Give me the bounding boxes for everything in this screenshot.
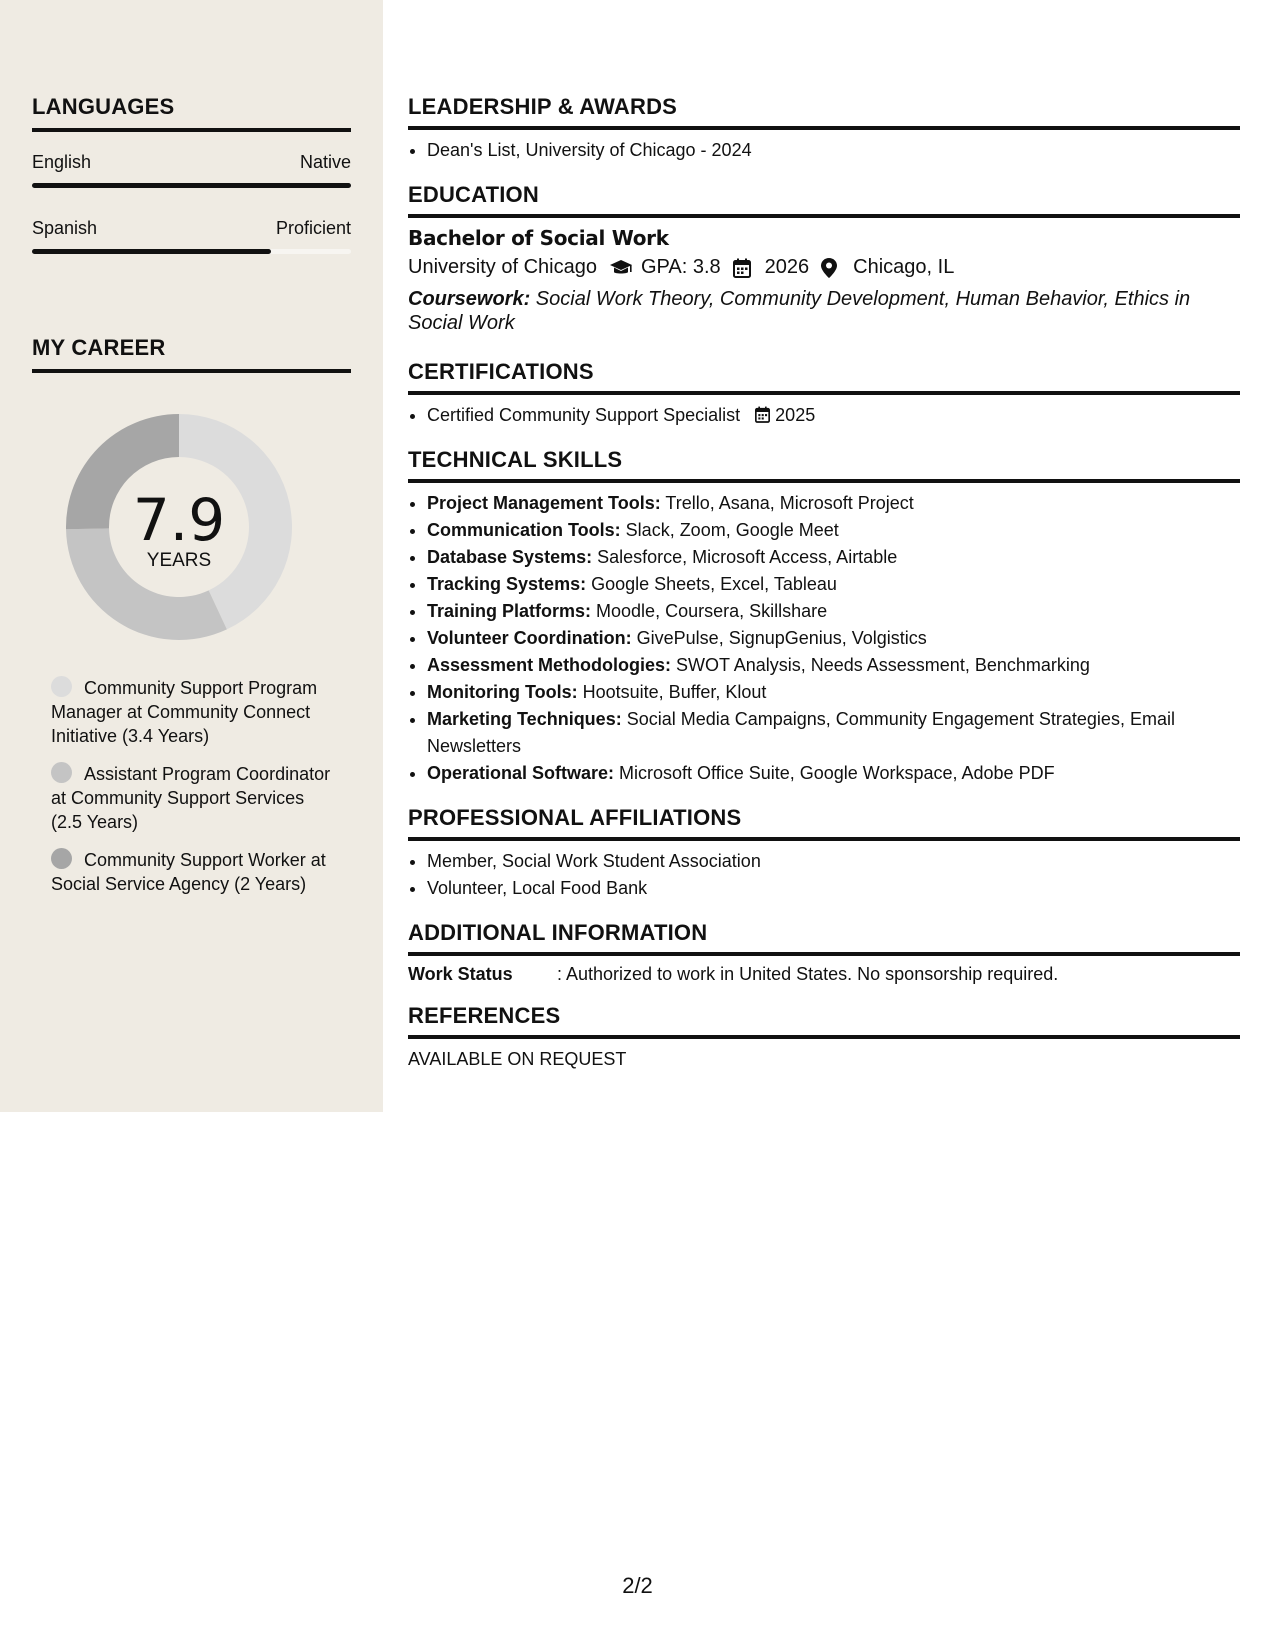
skills-list	[408, 490, 1240, 787]
gpa: GPA: 3.8	[640, 256, 721, 278]
language-name: English	[32, 152, 92, 172]
skill-item	[427, 571, 1240, 598]
work-status-value: : Authorized to work in United States. No sponsorship required.	[557, 964, 1059, 984]
map-pin-icon	[821, 258, 843, 278]
skill-value: Google Sheets, Excel, Tableau	[586, 574, 837, 594]
language-level: Proficient	[275, 218, 351, 238]
coursework-text: Social Work Theory, Community Development, Human Behavior, Ethics in Social Work	[408, 288, 1191, 334]
skill-item	[427, 598, 1240, 625]
career-section	[32, 335, 351, 373]
languages-title: LANGUAGES	[32, 94, 351, 132]
calendar-icon	[755, 402, 770, 429]
skill-value: Trello, Asana, Microsoft Project	[660, 493, 914, 513]
skill-label: Training Platforms:	[427, 601, 592, 621]
career-total-unit: YEARS	[146, 550, 212, 571]
certifications-list	[408, 402, 1240, 429]
language-level: Native	[299, 152, 351, 172]
skill-value: Microsoft Office Suite, Google Workspace, Adobe PDF	[614, 763, 1055, 783]
main-content	[408, 94, 1240, 1070]
school-location: Chicago, IL	[853, 256, 955, 278]
languages-section	[32, 94, 351, 254]
language-name: Spanish	[32, 218, 98, 238]
career-legend-item	[51, 762, 331, 834]
career-title: MY CAREER	[32, 335, 351, 373]
skills-title: TECHNICAL SKILLS	[408, 447, 1240, 483]
skill-item	[427, 652, 1240, 679]
work-status-row	[408, 964, 1240, 985]
certifications-title: CERTIFICATIONS	[408, 359, 1240, 395]
skill-item	[427, 706, 1240, 760]
language-item	[32, 218, 351, 254]
language-proficiency-bar	[32, 183, 351, 188]
coursework	[408, 287, 1240, 335]
leadership-list	[408, 137, 1240, 164]
list-item: • Dean's List, University of Chicago - 2024	[427, 137, 1240, 164]
legend-dot	[51, 848, 72, 869]
skill-label: Tracking Systems:	[427, 574, 587, 594]
graduation-cap-icon	[609, 258, 631, 278]
certification-year: 2025	[775, 405, 816, 425]
skill-label: Monitoring Tools:	[427, 682, 578, 702]
language-proficiency-fill	[32, 249, 271, 254]
language-proficiency-fill	[32, 183, 351, 188]
affiliations-title: PROFESSIONAL AFFILIATIONS	[408, 805, 1240, 841]
career-total-years: 7.9	[132, 486, 226, 554]
skill-item	[427, 760, 1240, 787]
school-name: University of Chicago	[408, 256, 597, 278]
career-item-label: Community Support Program Manager at Community Connect Initiative (3.4 Years)	[51, 678, 318, 746]
list-item: • Volunteer, Local Food Bank	[427, 875, 1240, 902]
skill-value: SWOT Analysis, Needs Assessment, Benchmarking	[671, 655, 1090, 675]
legend-dot	[51, 676, 72, 697]
skill-label: Assessment Methodologies:	[427, 655, 672, 675]
skill-item	[427, 490, 1240, 517]
skill-value: Moodle, Coursera, Skillshare	[591, 601, 828, 621]
career-legend-item	[51, 676, 331, 748]
language-item	[32, 152, 351, 188]
skill-item	[427, 544, 1240, 571]
skill-label: Operational Software:	[427, 763, 615, 783]
skill-label: Volunteer Coordination:	[427, 628, 632, 648]
career-legend	[51, 676, 331, 910]
skill-item	[427, 517, 1240, 544]
skill-value: Slack, Zoom, Google Meet	[620, 520, 839, 540]
skill-value: Hootsuite, Buffer, Klout	[577, 682, 767, 702]
references-text: AVAILABLE ON REQUEST	[408, 1049, 627, 1069]
certification-name: Certified Community Support Specialist	[427, 405, 741, 425]
career-item-label: Assistant Program Coordinator at Community Support Services (2.5 Years)	[51, 764, 331, 832]
references-title: REFERENCES	[408, 1003, 1240, 1039]
skill-label: Project Management Tools:	[427, 493, 661, 513]
sidebar	[0, 0, 383, 1112]
skill-label: Communication Tools:	[427, 520, 621, 540]
skill-value: Salesforce, Microsoft Access, Airtable	[592, 547, 898, 567]
leadership-title: LEADERSHIP & AWARDS	[408, 94, 1240, 130]
work-status-label: Work Status	[408, 964, 513, 984]
skill-label: Marketing Techniques:	[427, 709, 622, 729]
career-item-label: Community Support Worker at Social Service Agency (2 Years)	[51, 850, 326, 894]
list-item	[427, 402, 1240, 429]
affiliations-list	[408, 848, 1240, 902]
additional-info-title: ADDITIONAL INFORMATION	[408, 920, 1240, 956]
career-legend-item	[51, 848, 331, 896]
education-title: EDUCATION	[408, 182, 1240, 218]
skill-value: GivePulse, SignupGenius, Volgistics	[631, 628, 927, 648]
language-proficiency-bar	[32, 249, 351, 254]
calendar-icon	[733, 258, 755, 278]
education-meta	[408, 256, 1240, 279]
coursework-label: Coursework:	[408, 288, 531, 310]
skill-item	[427, 625, 1240, 652]
skill-item	[427, 679, 1240, 706]
degree-name: Bachelor of Social Work	[408, 226, 669, 250]
page-number: 2/2	[622, 1573, 653, 1598]
legend-dot	[51, 762, 72, 783]
career-donut-chart	[66, 414, 292, 640]
skill-value: Social Media Campaigns, Community Engagement Strategies, Email Newsletters	[427, 709, 1175, 756]
list-item: • Member, Social Work Student Association	[427, 848, 1240, 875]
graduation-year: 2026	[764, 256, 810, 278]
skill-label: Database Systems:	[427, 547, 593, 567]
